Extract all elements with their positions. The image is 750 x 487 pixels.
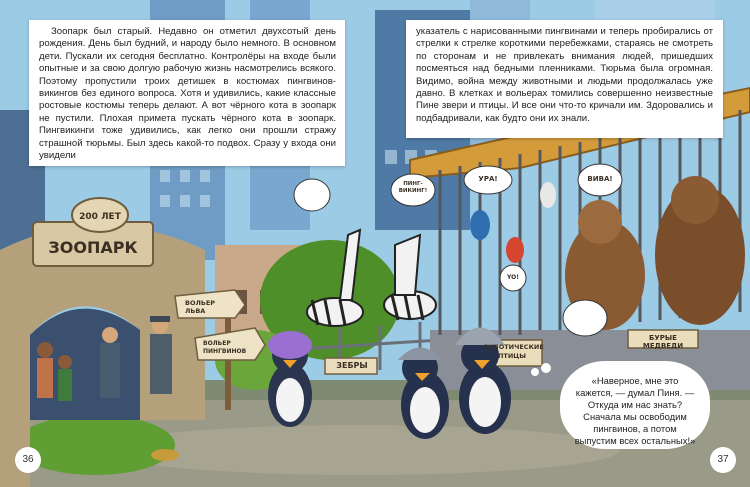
sparrow	[151, 449, 179, 461]
sign-brown-bears	[628, 330, 698, 348]
shout-bubble-5	[563, 300, 607, 336]
shout-you: YO!	[507, 274, 519, 281]
shout-bubble-4	[500, 265, 526, 291]
arrow-penguins-label: ВОЛЬЕР ПИНГВИНОВ	[203, 340, 247, 355]
story-text-left	[29, 20, 345, 166]
zebras-label: ЗЕБРЫ	[336, 361, 368, 370]
page-number-left: 36	[15, 447, 41, 473]
shout-bubble-6	[294, 179, 330, 211]
brown-bears-label: БУРЫЕ МЕДВЕДИ	[642, 334, 684, 350]
story-paragraph-left: Зоопарк был старый. Недавно он отметил двухсотый день рождения. День был будний, и народу было немного. В основном дети. Пускали их сегодня бесплатно. Контролёры на входе были опытные и за свою долгую рабочую жизнь насмотрелись всякого. Поэтому пропустили троих детишек в костюмах пингвинов-викингов без единого вопроса. Хотя и удивились, какие классные ростовые костюмы теперь делают. А вот чёрного кота в зоопарк не пустили. Плохая примета пускать чёрного кота в зоопарк. Пингвикинги тоже удивились, как легко они прошли стражу страшной тюрьмы. Был здесь какой-то подвох. Сразу у входа они увидели	[39, 26, 336, 162]
thought-bubble-text: «Наверное, мне это кажется, — думал Пиня. — Откуда им нас знать? Сначала мы освободим пингвинов, а потом выпустим всех остальных!»	[574, 375, 696, 446]
gate-sign-text: ЗООПАРК	[48, 238, 138, 257]
story-paragraph-right: указатель с нарисованными пингвинами и теперь пробирались от стрелки к стрелке короткими перебежками, стараясь не смотреть по сторонам и не привлекать внимания людей, пришедших посмеяться над бедными пленниками. Тюрьма была огромная. Видимо, война между животными и людьми продолжалась уже давно. В клетках и вольерах томились совершенно неизвестные Пине звери и птицы. И все они что-то кричали им. Здоровались и подбадривали, как будто они их знали.	[416, 26, 713, 124]
shout-penguin-vikings: ПИНГ-ВИКИНГ!	[398, 181, 428, 194]
anniversary-text: 200 ЛЕТ	[79, 212, 121, 222]
penguin-right	[455, 328, 511, 435]
page-number-right: 37	[710, 447, 736, 473]
shout-bubble-2	[464, 166, 512, 194]
story-text-right	[406, 20, 723, 138]
thought-bubble	[560, 361, 710, 449]
shout-hooray: УРА!	[478, 175, 498, 183]
exotic-birds-label: ЭКЗОТИЧЕСКИЕ ПТИЦЫ	[484, 343, 544, 360]
arrow-sign-aviary	[175, 290, 245, 318]
sign-zebras	[325, 358, 377, 374]
penguin-purple	[268, 331, 312, 427]
arrow-aviary-label: ВОЛЬЕР ЛЬВА	[185, 299, 216, 315]
shout-bubble-1	[391, 174, 435, 206]
shout-viva: ВИВА!	[587, 175, 613, 183]
shout-bubble-3	[578, 164, 622, 196]
